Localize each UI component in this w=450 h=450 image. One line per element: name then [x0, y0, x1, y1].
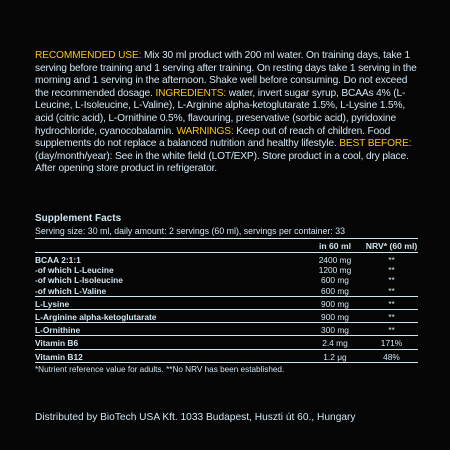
table-row — [35, 296, 418, 309]
nutrient-name: Vitamin B6 — [35, 336, 305, 349]
header-nrv: NRV* (60 ml) — [365, 240, 418, 251]
nutrient-nrv: ** — [365, 323, 418, 336]
nutrient-name: -of which L-Isoleucine — [35, 275, 123, 286]
ingredients-label: INGREDIENTS: — [155, 87, 227, 99]
best-before-text: (day/month/year): See in the white field (LOT/EXP). Store product in a cool, dry place. After opening store product in refrigerator. — [35, 150, 409, 175]
table-header-row — [35, 239, 418, 253]
nrv-footnote: *Nutrient reference value for adults. **No NRV has been established. — [35, 362, 418, 376]
nutrient-amount: 900 mg — [305, 296, 365, 309]
nutrient-amount: 1200 mg — [318, 265, 352, 276]
table-row — [35, 265, 418, 275]
nutrient-nrv: ** — [365, 286, 418, 297]
warnings-text: Keep out of reach of children. Food supplements do not replace a balanced nutrition and healthy lifestyle. — [35, 125, 391, 150]
nutrient-amount: 900 mg — [305, 310, 365, 323]
nutrient-name: L-Arginine alpha-ketoglutarate — [35, 310, 305, 323]
nutrient-nrv: ** — [388, 275, 395, 286]
table-row — [35, 310, 418, 323]
recommended-use-text: Mix 30 ml product with 200 ml water. On training days, take 1 serving before training and 1 serving after training. On resting days take 1 serving in the morning and 1 serving in the afternoon. Shake well before consuming. Do not exceed the recommended dosage. — [35, 50, 417, 99]
nutrient-nrv: 48% — [383, 351, 400, 362]
nutrient-amount: 2400 mg — [318, 255, 352, 265]
nutrient-nrv: ** — [388, 255, 395, 265]
nutrient-amount: 600 mg — [305, 286, 365, 297]
nutrient-amount: 300 mg — [305, 323, 365, 336]
nutrient-nrv: ** — [365, 310, 418, 323]
serving-info: Serving size: 30 ml, daily amount: 2 servings (60 ml), servings per container: 33 — [35, 225, 418, 239]
table-row — [35, 349, 418, 362]
best-before-label: BEST BEFORE: — [339, 138, 412, 150]
nutrient-name: L-Lysine — [35, 296, 305, 309]
nutrient-nrv: ** — [388, 265, 395, 276]
distributor-text: Distributed by BioTech USA Kft. 1033 Budapest, Huszti út 60., Hungary — [35, 412, 356, 423]
supplement-facts-panel — [35, 212, 418, 376]
table-row — [35, 323, 418, 336]
table-row — [35, 275, 418, 285]
nutrient-amount: 600 mg — [321, 275, 349, 286]
nutrient-name: -of which L-Valine — [35, 286, 305, 297]
supplement-facts-table — [35, 239, 418, 362]
nutrient-nrv: ** — [365, 296, 418, 309]
table-row — [35, 253, 418, 266]
recommended-use-label: RECOMMENDED USE: — [35, 50, 142, 61]
nutrient-name: Vitamin B12 — [35, 351, 83, 362]
nutrient-nrv: 171% — [365, 336, 418, 349]
nutrient-name: -of which L-Leucine — [35, 265, 114, 276]
nutrient-amount: 1.2 μg — [323, 351, 347, 362]
header-amount: in 60 ml — [305, 239, 365, 253]
header-name — [35, 239, 305, 253]
supplement-facts-title: Supplement Facts — [35, 213, 122, 224]
table-row — [35, 336, 418, 349]
nutrient-name: L-Ornithine — [35, 323, 305, 336]
table-row — [35, 286, 418, 297]
directions-text — [35, 50, 420, 176]
warnings-label: WARNINGS: — [176, 125, 234, 137]
ingredients-text: water, invert sugar syrup, BCAAs 4% (L-Leucine, L-Isoleucine, L-Valine), L-Arginine alpha-ketoglutarate 1.5%, L-Lysine 1.5%, acid (citric acid), L-Ornithine 0.5%, flavouring, preservative (sorbic acid), pyridoxine hydrochloride, cyanocobalamin. — [35, 87, 406, 137]
nutrient-amount: 2.4 mg — [305, 336, 365, 349]
nutrient-name: BCAA 2:1:1 — [35, 255, 81, 265]
